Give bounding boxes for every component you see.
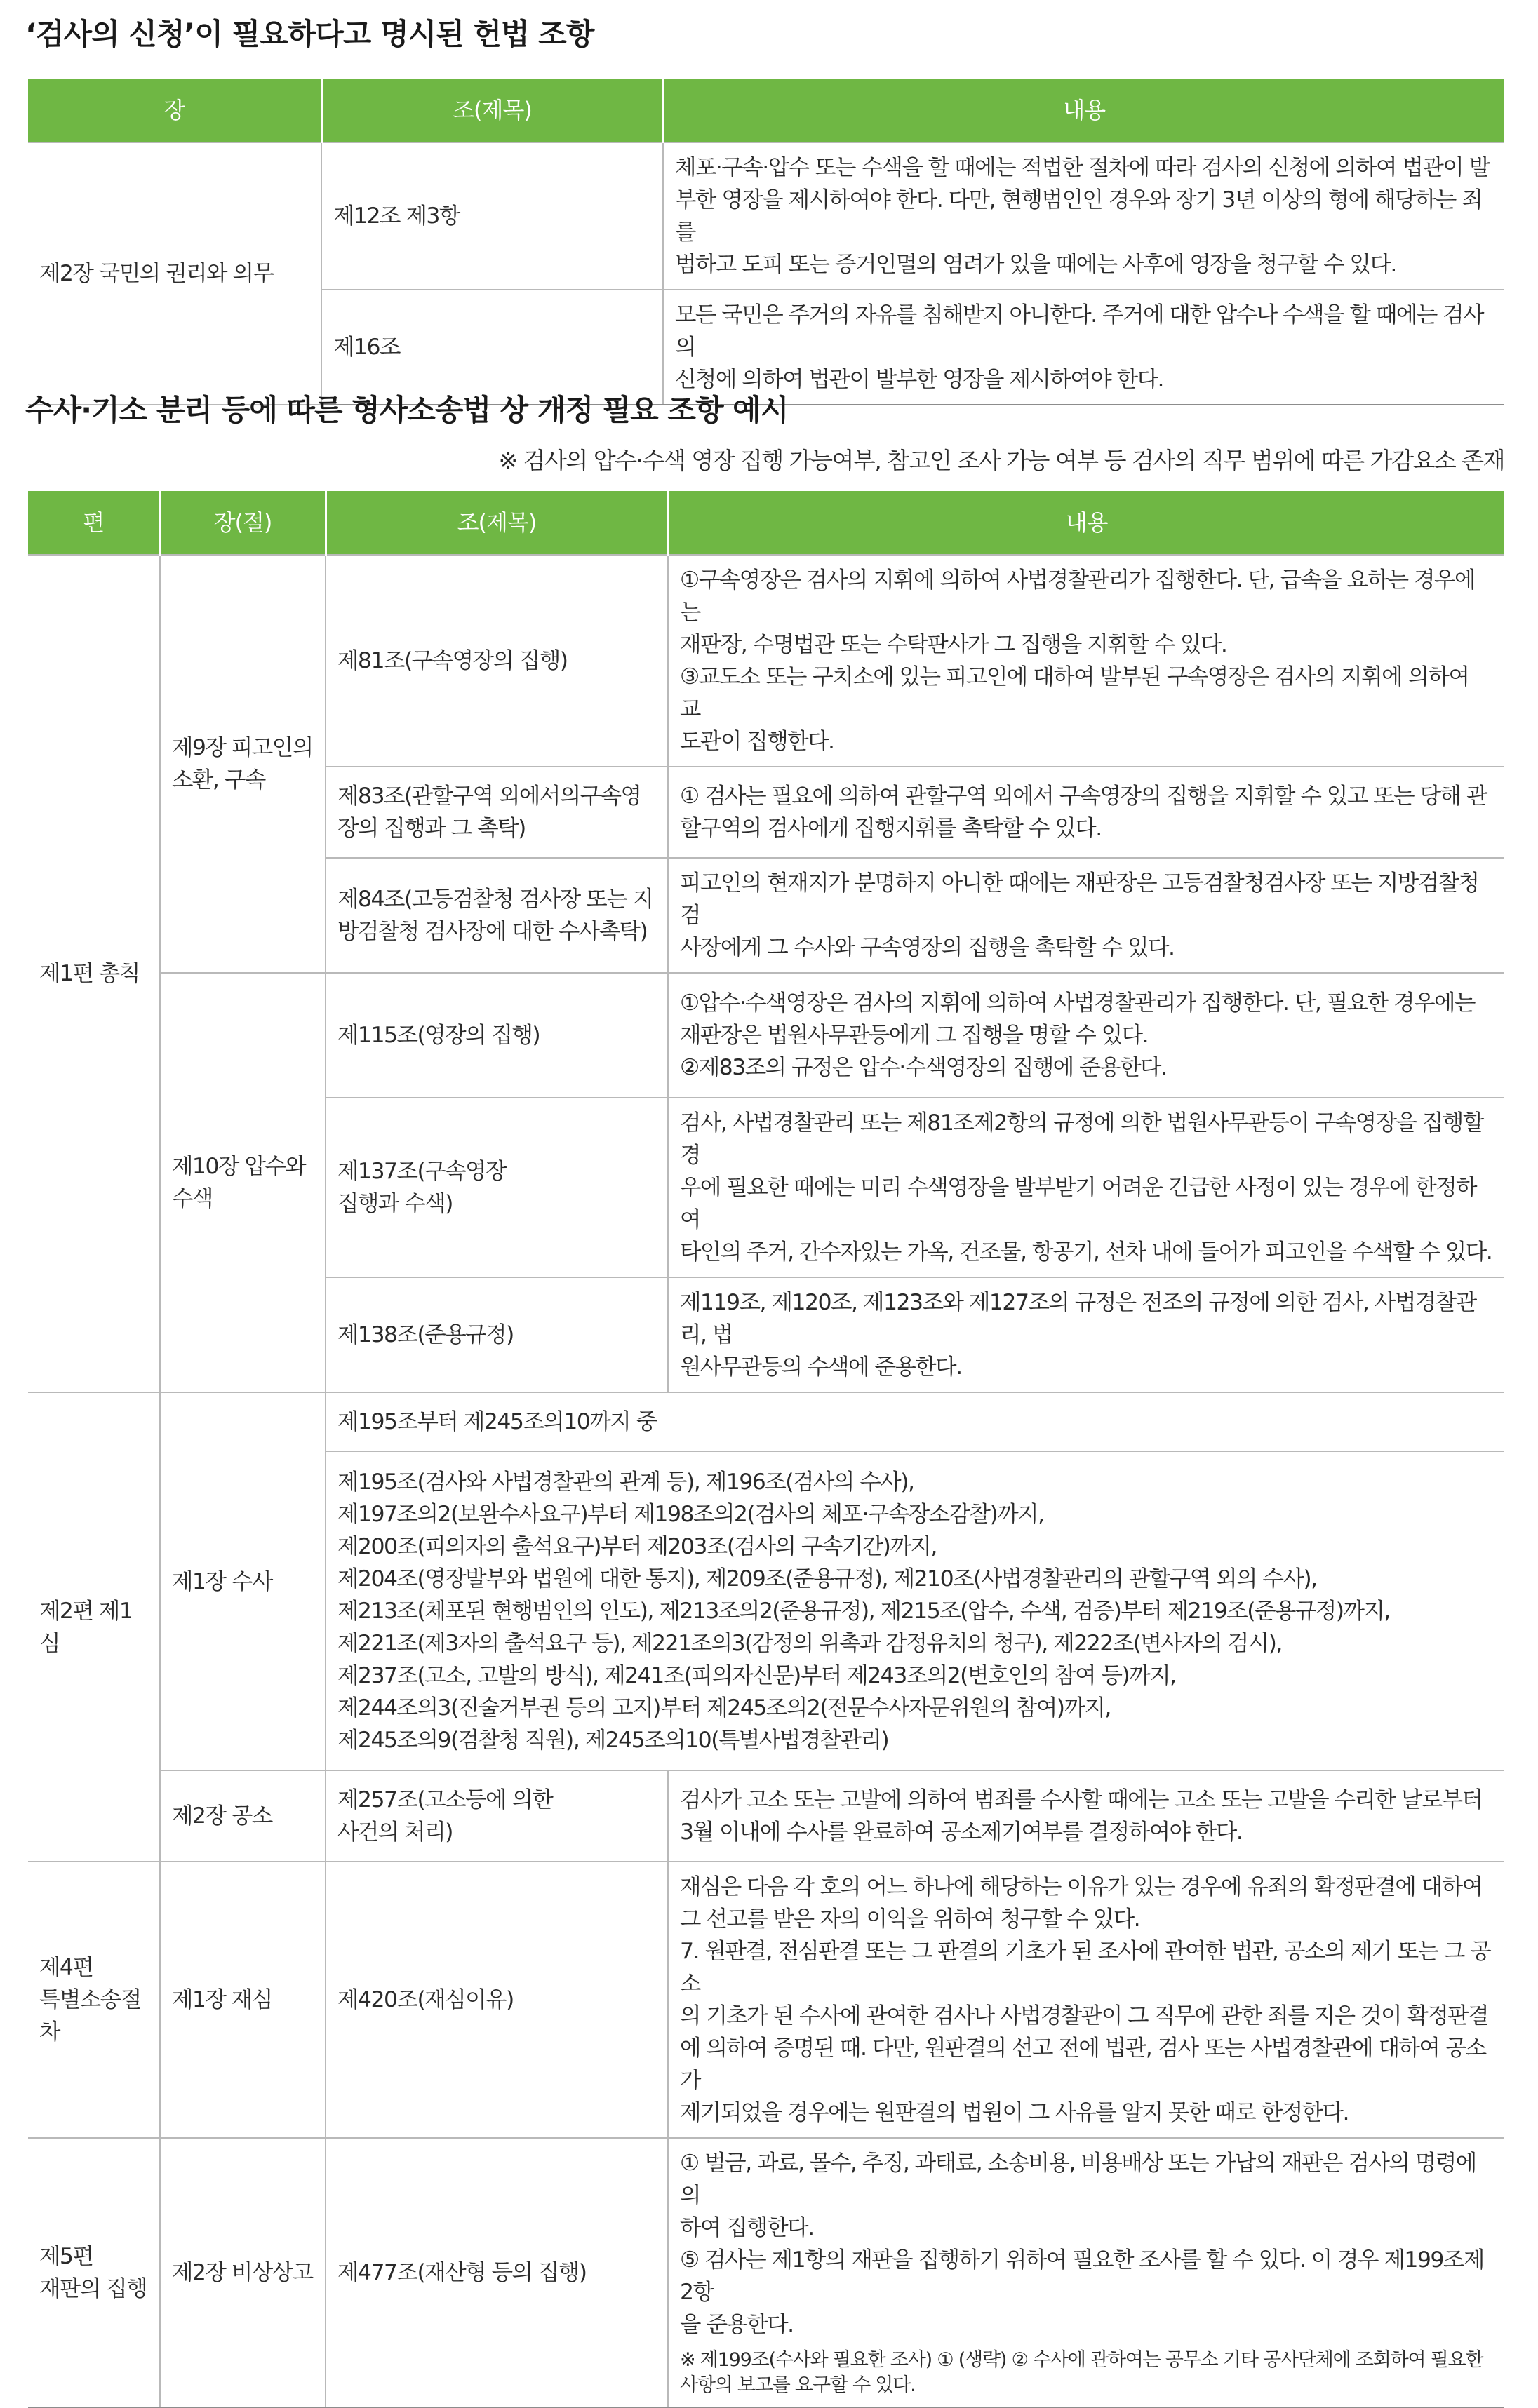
article-cell: 제83조(관할구역 외에서의구속영 장의 집행과 그 촉탁) [326, 767, 668, 858]
header-article: 조(제목) [326, 491, 668, 555]
section1-title: ‘검사의 신청’이 필요하다고 명시된 헌법 조항 [25, 17, 594, 51]
header-content: 내용 [663, 79, 1504, 142]
range-title-cell: 제195조부터 제245조의10까지 중 [326, 1392, 1504, 1451]
content-cell: 재심은 다음 각 호의 어느 하나에 해당하는 이유가 있는 경우에 유죄의 확정판결에 대하여 그 선고를 받은 자의 이익을 위하여 청구할 수 있다. 7. 원판결, 전심판결 또는 그 판결의 기초가 된 조사에 관여한 법관, 공소의 제기 또는 그 공소 의 기초가 된 수사에 관여한 검사나 사법경찰관이 그 직무에 관한 죄를 지은 것이 확정판결 에 의하여 증명된 때. 다만, 원판결의 선고 전에 법관, 검사 또는 사법경찰관에 대하여 공소가 제기되었을 경우에는 원판결의 법원이 그 사유를 알지 못한 때로 한정한다. [668, 1862, 1504, 2138]
article-cell: 제115조(영장의 집행) [326, 973, 668, 1098]
article-cell: 제257조(고소등에 의한 사건의 처리) [326, 1770, 668, 1862]
chapter-cell: 제1장 수사 [160, 1392, 326, 1770]
article-cell: 제81조(구속영장의 집행) [326, 555, 668, 767]
content-cell: 제119조, 제120조, 제123조와 제127조의 규정은 전조의 규정에 의한 검사, 사법경찰관리, 법 원사무관등의 수색에 준용한다. [668, 1277, 1504, 1392]
article-cell: 제12조 제3항 [321, 142, 663, 290]
content-cell: 체포·구속·압수 또는 수색을 할 때에는 적법한 절차에 따라 검사의 신청에 의하여 법관이 발 부한 영장을 제시하여야 한다. 다만, 현행범인인 경우와 장기 3년 이상의 형에 해당하는 죄를 범하고 도피 또는 증거인멸의 염려가 있을 때에는 사후에 영장을 청구할 수 있다. [663, 142, 1504, 290]
content-cell: ①구속영장은 검사의 지휘에 의하여 사법경찰관리가 집행한다. 단, 급속을 요하는 경우에는 재판장, 수명법관 또는 수탁판사가 그 집행을 지휘할 수 있다. ③교도소 또는 구치소에 있는 피고인에 대하여 발부된 구속영장은 검사의 지휘에 의하여 교 도관이 집행한다. [668, 555, 1504, 767]
table-row [28, 1862, 1504, 2138]
chapter-cell: 제10장 압수와 수색 [160, 973, 326, 1392]
constitution-table [28, 79, 1504, 405]
header-chapter: 장(절) [160, 491, 326, 555]
header-article: 조(제목) [321, 79, 663, 142]
chapter-cell: 제2장 국민의 권리와 의무 [28, 142, 321, 405]
article-cell: 제138조(준용규정) [326, 1277, 668, 1392]
content-cell: 피고인의 현재지가 분명하지 아니한 때에는 재판장은 고등검찰청검사장 또는 지방검찰청검 사장에게 그 수사와 구속영장의 집행을 촉탁할 수 있다. [668, 858, 1504, 973]
table-row [28, 142, 1504, 290]
range-content-cell: 제195조(검사와 사법경찰관의 관계 등), 제196조(검사의 수사), 제197조의2(보완수사요구)부터 제198조의2(검사의 체포·구속장소감찰)까지, 제200조(피의자의 출석요구)부터 제203조(검사의 구속기간)까지, 제204조(영장발부와 법원에 대한 통지), 제209조(준용규정), 제210조(사법경찰관리의 관할구역 외의 수사), 제213조(체포된 현행범인의 인도), 제213조의2(준용규정), 제215조(압수, 수색, 검증)부터 제219조(준용규정)까지, 제221조(제3자의 출석요구 등), 제221조의3(감정의 위촉과 감정유치의 청구), 제222조(변사자의 검시), 제237조(고소, 고발의 방식), 제241조(피의자신문)부터 제243조의2(변호인의 참여 등)까지, 제244조의3(진술거부권 등의 고지)부터 제245조의2(전문수사자문위원의 참여)까지, 제245조의9(검찰청 직원), 제245조의10(특별사법경찰관리) [326, 1451, 1504, 1770]
content-cell [668, 2138, 1504, 2407]
article-cell: 제16조 [321, 290, 663, 405]
section2-title: 수사·기소 분리 등에 따른 형사소송법 상 개정 필요 조항 예시 [25, 393, 789, 427]
content-text: ① 벌금, 과료, 몰수, 추징, 과태료, 소송비용, 비용배상 또는 가납의 재판은 검사의 명령에 의 하여 집행한다. ⑤ 검사는 제1항의 재판을 집행하기 위하여 필요한 조사를 할 수 있다. 이 경우 제199조제2항 을 준용한다. [680, 2151, 1484, 2337]
part-cell: 제2편 제1심 [28, 1392, 160, 1862]
content-cell: 검사, 사법경찰관리 또는 제81조제2항의 규정에 의한 법원사무관등이 구속영장을 집행할 경 우에 필요한 때에는 미리 수색영장을 발부받기 어려운 긴급한 사정이 있는 경우에 한정하여 타인의 주거, 간수자있는 가옥, 건조물, 항공기, 선차 내에 들어가 피고인을 수색할 수 있다. [668, 1098, 1504, 1277]
header-part: 편 [28, 491, 160, 555]
content-cell: ① 검사는 필요에 의하여 관할구역 외에서 구속영장의 집행을 지휘할 수 있고 또는 당해 관 할구역의 검사에게 집행지휘를 촉탁할 수 있다. [668, 767, 1504, 858]
content-cell: 검사가 고소 또는 고발에 의하여 범죄를 수사할 때에는 고소 또는 고발을 수리한 날로부터 3월 이내에 수사를 완료하여 공소제기여부를 결정하여야 한다. [668, 1770, 1504, 1862]
header-chapter: 장 [28, 79, 321, 142]
chapter-cell: 제1장 재심 [160, 1862, 326, 2138]
article-cell: 제84조(고등검찰청 검사장 또는 지 방검찰청 검사장에 대한 수사촉탁) [326, 858, 668, 973]
table-row [28, 1392, 1504, 1451]
header-content: 내용 [668, 491, 1504, 555]
content-cell: 모든 국민은 주거의 자유를 침해받지 아니한다. 주거에 대한 압수나 수색을 할 때에는 검사의 신청에 의하여 법관이 발부한 영장을 제시하여야 한다. [663, 290, 1504, 405]
criminal-procedure-table [28, 491, 1504, 2408]
article-cell: 제477조(재산형 등의 집행) [326, 2138, 668, 2407]
part-cell: 제4편 특별소송절차 [28, 1862, 160, 2138]
section2-note: ※ 검사의 압수·수색 영장 집행 가능여부, 참고인 조사 가능 여부 등 검사의 직무 범위에 따른 가감요소 존재 [498, 447, 1504, 474]
part-cell: 제1편 총칙 [28, 555, 160, 1392]
chapter-cell: 제2장 공소 [160, 1770, 326, 1862]
chapter-cell: 제2장 비상상고 [160, 2138, 326, 2407]
table-row [28, 973, 1504, 1098]
table-row [28, 1770, 1504, 1862]
article-cell: 제420조(재심이유) [326, 1862, 668, 2138]
table-row [28, 2138, 1504, 2407]
chapter-cell: 제9장 피고인의 소환, 구속 [160, 555, 326, 973]
table-row [28, 555, 1504, 767]
article-cell: 제137조(구속영장 집행과 수색) [326, 1098, 668, 1277]
part-cell: 제5편 재판의 집행 [28, 2138, 160, 2407]
footnote-text: ※ 제199조(수사와 필요한 조사) ① (생략) ② 수사에 관하여는 공무소 기타 공사단체에 조회하여 필요한 사항의 보고를 요구할 수 있다. [680, 2349, 1483, 2396]
content-cell: ①압수·수색영장은 검사의 지휘에 의하여 사법경찰관리가 집행한다. 단, 필요한 경우에는 재판장은 법원사무관등에게 그 집행을 명할 수 있다. ②제83조의 규정은 압수·수색영장의 집행에 준용한다. [668, 973, 1504, 1098]
